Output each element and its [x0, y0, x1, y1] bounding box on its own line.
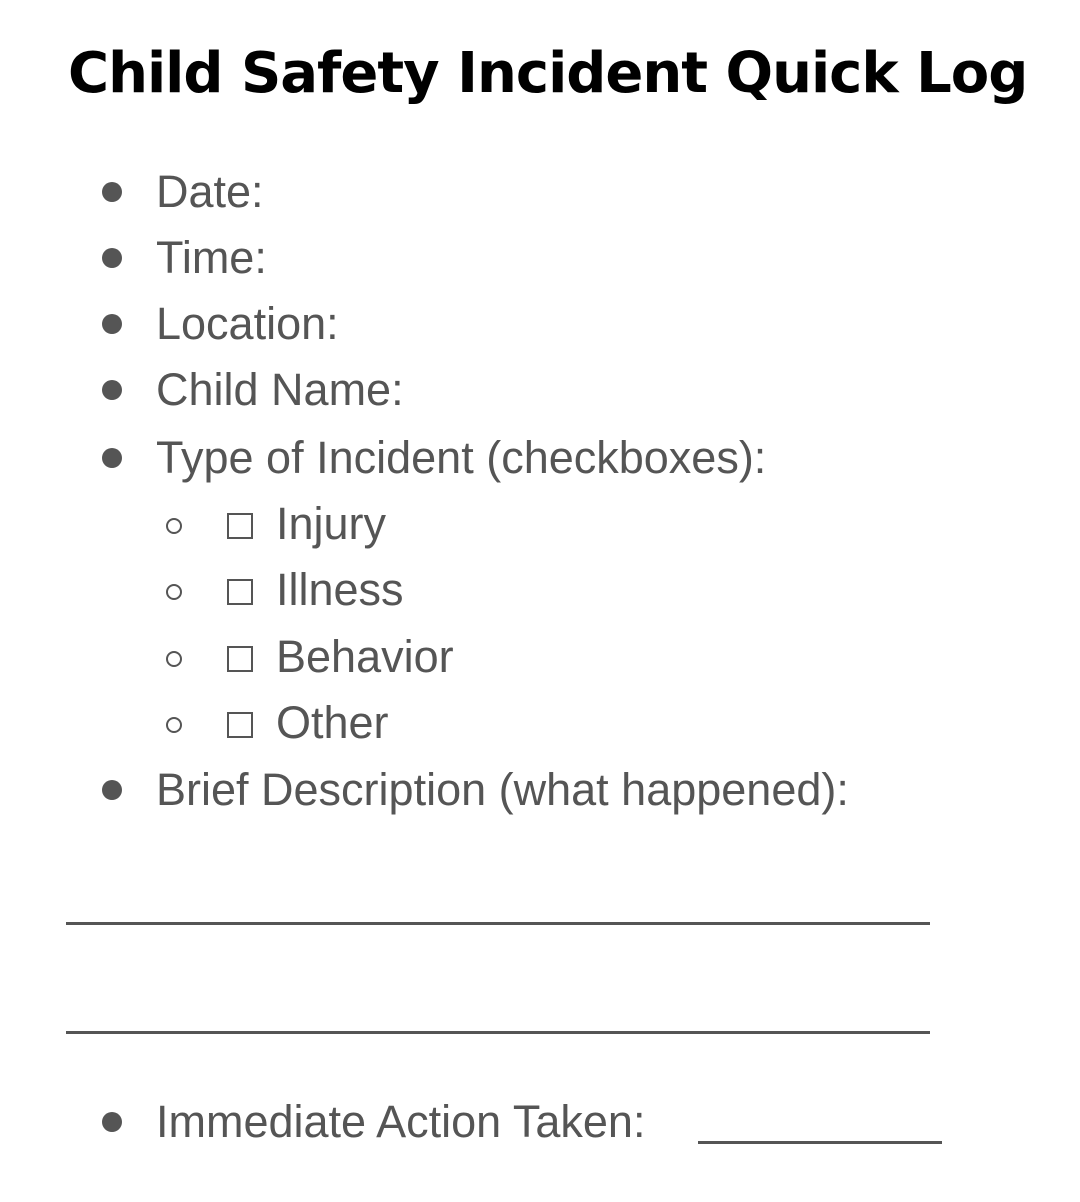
injury-checkbox[interactable]	[227, 513, 253, 539]
behavior-checkbox[interactable]	[227, 646, 253, 672]
injury-option-label: Injury	[276, 498, 387, 549]
bullet-icon	[102, 314, 122, 334]
bullet-icon	[102, 1112, 122, 1132]
illness-option-label: Illness	[276, 564, 404, 615]
hollow-bullet-icon	[166, 584, 182, 600]
description-writing-line[interactable]	[66, 922, 930, 925]
other-checkbox[interactable]	[227, 712, 253, 738]
other-option-label: Other	[276, 697, 389, 748]
incident-type-label: Type of Incident (checkboxes):	[156, 432, 767, 483]
hollow-bullet-icon	[166, 651, 182, 667]
date-label: Date:	[156, 166, 264, 217]
child-name-label: Child Name:	[156, 364, 404, 415]
illness-checkbox[interactable]	[227, 579, 253, 605]
location-label: Location:	[156, 298, 339, 349]
bullet-icon	[102, 780, 122, 800]
page-title: Child Safety Incident Quick Log	[68, 41, 1028, 106]
bullet-icon	[102, 448, 122, 468]
immediate-action-label: Immediate Action Taken:	[156, 1096, 646, 1147]
bullet-icon	[102, 380, 122, 400]
hollow-bullet-icon	[166, 518, 182, 534]
bullet-icon	[102, 182, 122, 202]
bullet-icon	[102, 248, 122, 268]
behavior-option-label: Behavior	[276, 631, 454, 682]
immediate-action-blank-line[interactable]	[698, 1141, 942, 1144]
description-writing-line[interactable]	[66, 1031, 930, 1034]
time-label: Time:	[156, 232, 267, 283]
description-label: Brief Description (what happened):	[156, 764, 849, 815]
hollow-bullet-icon	[166, 717, 182, 733]
